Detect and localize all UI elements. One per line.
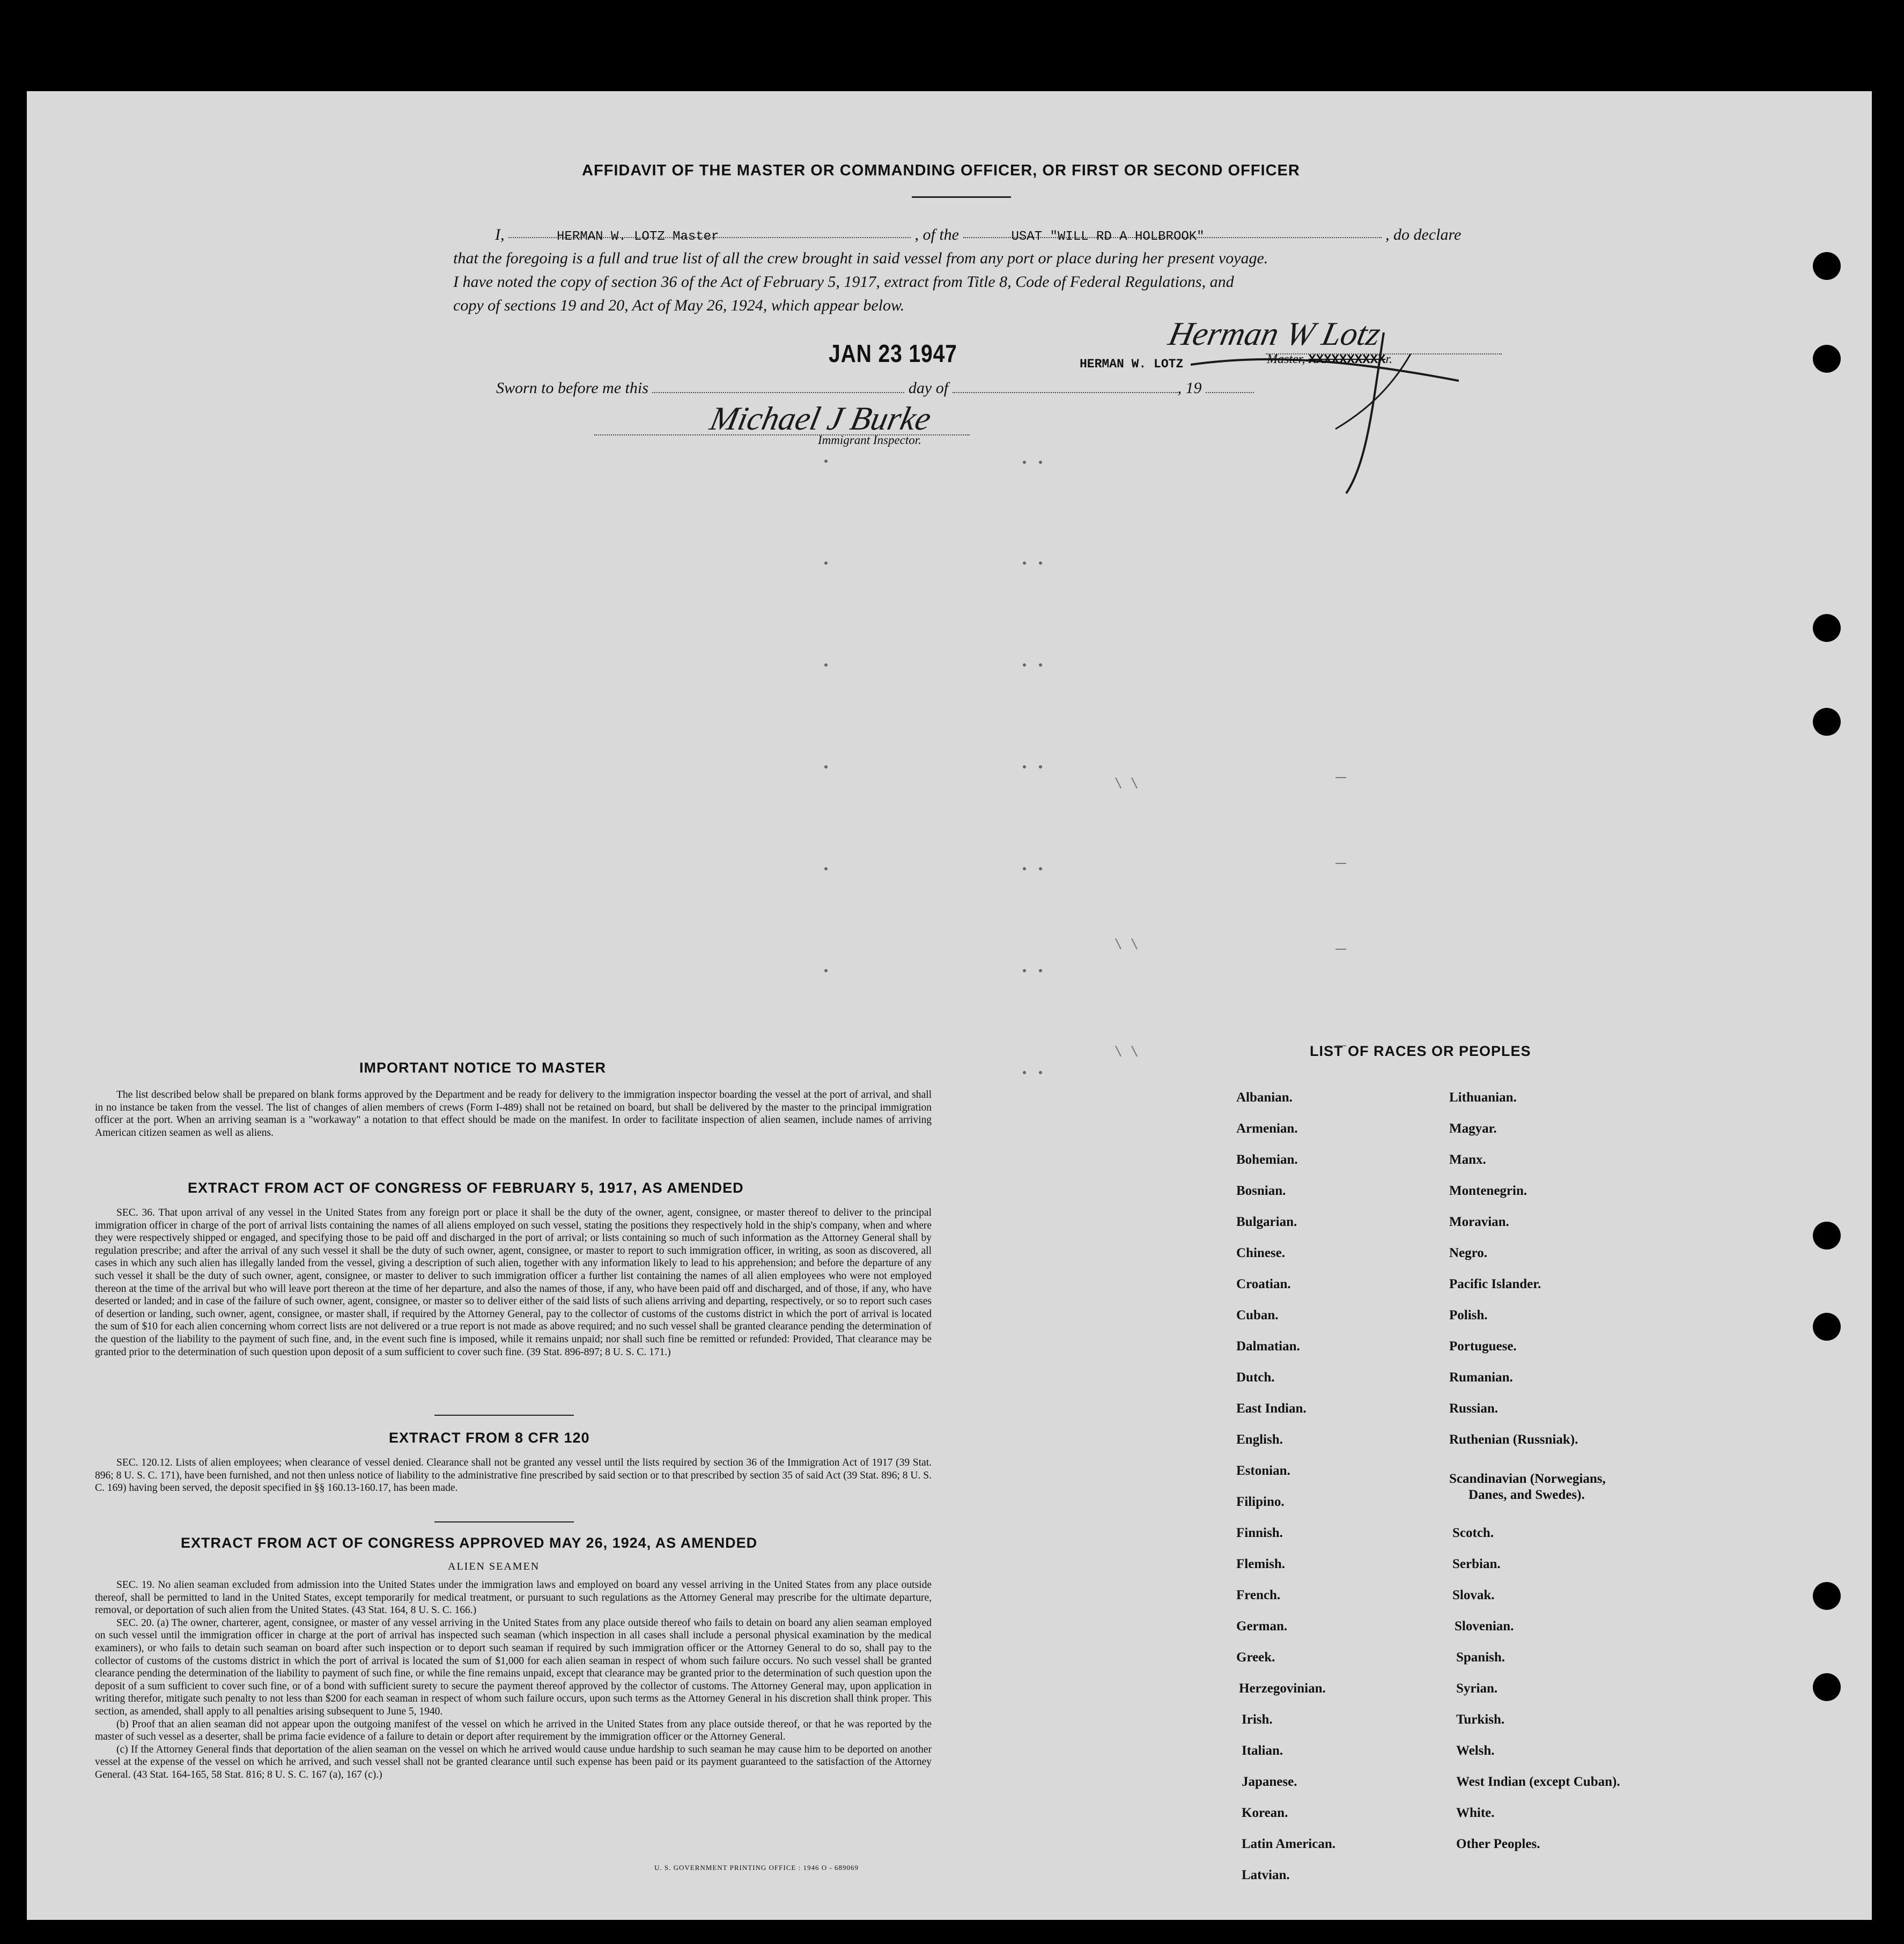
race-item: Polish.: [1449, 1308, 1488, 1322]
declaration-line-3: I have noted the copy of section 36 of the Act of February 5, 1917, extract from Title 8, Code of Federal Regulations, and: [453, 273, 1234, 291]
of-the-label: , of the: [914, 226, 959, 243]
extract-1917-title: EXTRACT FROM ACT OF CONGRESS OF FEBRUARY 5, 1917, AS AMENDED: [188, 1180, 744, 1196]
divider-1: [434, 1415, 574, 1416]
struck-title: XXXXXXXXXX: [1308, 353, 1386, 367]
race-item: East Indian.: [1236, 1401, 1307, 1416]
race-item: Montenegrin.: [1449, 1184, 1527, 1198]
year-label: , 19: [1177, 379, 1202, 397]
inspector-label: Immigrant Inspector.: [818, 433, 921, 447]
bleed-through-marks: [805, 456, 1394, 1689]
race-item: Chinese.: [1236, 1246, 1285, 1260]
race-item: Magyar.: [1449, 1121, 1497, 1136]
extract-cfr-text: SEC. 120.12. Lists of alien employees; when clearance of vessel denied. Clearance shall not be granted any vessel until the lists required by section 36 of the Immigration Act of 1917 (39 Stat. 896; 8 U. S. C. 171), have been furnished, and not then unless notice of liability to the administrative fine prescribed by said section or to that prescribed by section 35 of said Act (39 Stat. 896; 8 U. S. C. 169) having been served, the deposit specified in §§ 160.13-160.17, has been made.: [95, 1457, 932, 1494]
race-item: Irish.: [1242, 1712, 1273, 1727]
notice-title: IMPORTANT NOTICE TO MASTER: [359, 1060, 606, 1076]
race-item: Latvian.: [1242, 1868, 1290, 1882]
date-stamp: JAN 23 1947: [829, 339, 957, 367]
master-signature: Herman W Lotz: [1165, 316, 1384, 352]
punch-hole: [1813, 1222, 1841, 1250]
race-item: Moravian.: [1449, 1215, 1509, 1229]
race-item: Estonian.: [1236, 1463, 1290, 1478]
punch-hole: [1813, 1582, 1841, 1610]
title-suffix: r.: [1385, 352, 1393, 366]
printer-imprint: U. S. GOVERNMENT PRINTING OFFICE : 1946 O - 689069: [654, 1864, 859, 1872]
affidavit-title: AFFIDAVIT OF THE MASTER OR COMMANDING OFFICER, OR FIRST OR SECOND OFFICER: [582, 162, 1300, 179]
sworn-day-field: [652, 379, 904, 393]
sec-20b-text: (b) Proof that an alien seaman did not appear upon the outgoing manifest of the vessel on which he arrived in the United States from any place outside thereof, or that he was reported by the master of such vessel as a deserter, shall be prima facie evidence of a failure to detain or deport after requirement by the immigration officer or the Attorney General.: [95, 1718, 932, 1743]
race-item: Danes, and Swedes).: [1468, 1488, 1585, 1502]
i-label: I,: [495, 226, 505, 243]
race-item: Rumanian.: [1449, 1370, 1513, 1385]
race-item: Filipino.: [1236, 1495, 1285, 1509]
race-item: German.: [1236, 1619, 1288, 1633]
punch-hole: [1813, 1673, 1841, 1701]
race-item: West Indian (except Cuban).: [1456, 1775, 1620, 1789]
sec-19-text: SEC. 19. No alien seaman excluded from admission into the United States under the immigration laws and employed on board any vessel arriving in the United States from any place outside thereof, shall be permitted to land in the United States, except temporarily for medical treatment, or pursuant to such regulations as the Attorney General may prescribe for the ultimate departure, removal, or deportation of such alien from the United States. (43 Stat. 164, 8 U. S. C. 166.): [95, 1579, 932, 1616]
race-item: Dutch.: [1236, 1370, 1275, 1385]
document-page: [27, 91, 1872, 1920]
race-item: Albanian.: [1236, 1090, 1293, 1105]
race-item: Croatian.: [1236, 1277, 1291, 1291]
race-item: Serbian.: [1452, 1557, 1501, 1571]
race-item: Pacific Islander.: [1449, 1277, 1541, 1291]
race-item: Italian.: [1242, 1743, 1283, 1758]
race-item: Finnish.: [1236, 1526, 1283, 1540]
punch-hole: [1813, 1313, 1841, 1341]
punch-hole: [1813, 252, 1841, 280]
races-title: LIST OF RACES OR PEOPLES: [1310, 1043, 1531, 1059]
race-item: Bohemian.: [1236, 1152, 1298, 1167]
declaration-line-2: that the foregoing is a full and true list of all the crew brought in said vessel from any port or place during her present voyage.: [453, 249, 1268, 267]
race-item: Korean.: [1242, 1806, 1288, 1820]
officer-title-line: [1267, 348, 1392, 372]
extract-1924-title: EXTRACT FROM ACT OF CONGRESS APPROVED MAY 26, 1924, AS AMENDED: [181, 1535, 758, 1551]
race-item: Portuguese.: [1449, 1339, 1517, 1354]
sworn-month-field: [953, 379, 1178, 393]
notice-text: The list described below shall be prepared on blank forms approved by the Department and be ready for delivery to the immigration inspector boarding the vessel at the port of arrival, and shall in no instance be taken from the vessel. The list of changes of alien members of crews (Form I-489) shall not be retained on board, but shall be delivered by the master to the principal immigration officer at the port. When an arriving seaman is a "workaway" a notation to that effect should be made on the manifest. In order to facilitate inspection of alien seamen, include names of arriving American citizen seamen as well as aliens.: [95, 1089, 932, 1139]
race-item: Slovenian.: [1455, 1619, 1514, 1633]
race-item: Lithuanian.: [1449, 1090, 1517, 1105]
race-item: French.: [1236, 1588, 1281, 1602]
race-item: Cuban.: [1236, 1308, 1279, 1322]
race-item: Spanish.: [1456, 1650, 1506, 1665]
typed-master-name: HERMAN W. LOTZ: [1080, 357, 1184, 371]
race-item: Welsh.: [1456, 1743, 1495, 1758]
race-item: Dalmatian.: [1236, 1339, 1300, 1354]
race-item: Latin American.: [1242, 1837, 1335, 1851]
sworn-label: Sworn to before me this: [496, 379, 648, 397]
race-item: White.: [1456, 1806, 1495, 1820]
race-item: Other Peoples.: [1456, 1837, 1540, 1851]
race-item: Scotch.: [1452, 1526, 1494, 1540]
declaration-line-1: [495, 223, 1503, 247]
race-item: Negro.: [1449, 1246, 1488, 1260]
title-divider: [912, 196, 1011, 198]
divider-2: [434, 1521, 574, 1522]
race-item: Bosnian.: [1236, 1184, 1286, 1198]
alien-seamen-subtitle: ALIEN SEAMEN: [448, 1561, 540, 1572]
master-label: Master,: [1267, 352, 1305, 366]
sworn-year-field: [1206, 379, 1254, 393]
inspector-signature: Michael J Burke: [706, 401, 935, 437]
race-item: Scandinavian (Norwegians,: [1449, 1472, 1606, 1486]
sec-20a-text: SEC. 20. (a) The owner, charterer, agent, consignee, or master of any vessel arriving in the United States from any place outside thereof who fails to detain on board any alien seaman employed on such vessel until the immigration officer in charge at the port of arrival has inspected such seaman (which inspection in all cases shall include a personal physical examination by the medical examiners), or who fails to detain such seaman on board after such inspection or to deport such seaman if required by such immigration officer or the Attorney General to do so, shall pay to the collector of customs of the customs district in which the port of arrival is located the sum of $1,000 for each alien seaman in respect of whom such failure occurs. No such vessel shall be granted clearance pending the determination of the liability to payment of such fine, or while the fine remains unpaid, except that clearance may be granted prior to the determination of such question upon the deposit of a sum sufficient to cover such fine, or of a bond with sufficient surety to secure the payment thereof approved by the collector of customs. The Attorney General may, upon application in writing therefor, mitigate such penalty to not less than $200 for each seaman in respect of whom such failure occurs, upon such terms as the Attorney General in his discretion shall think proper. This section, as amended, shall apply to all penalties arising subsequent to June 5, 1940.: [95, 1617, 932, 1717]
race-item: Russian.: [1449, 1401, 1499, 1416]
race-item: Syrian.: [1456, 1681, 1498, 1696]
race-item: Japanese.: [1242, 1775, 1297, 1789]
sworn-line: [496, 376, 1254, 400]
extract-1917-text: SEC. 36. That upon arrival of any vessel in the United States from any foreign port or place it shall be the duty of the owner, agent, consignee, or master thereof to deliver to the principal immigration officer in charge of the port of arrival lists containing the names of all aliens employed on such vessel, stating the positions they respectively hold in the ship's company, when and where they were respectively shipped or engaged, and specifying those to be paid off and discharged in the port of arrival; or lists containing so much of such information as the Attorney General shall by regulation prescribe; and after the arrival of any such vessel it shall be the duty of such owner, agent, consignee, or master to report to such immigration officer, in writing, as soon as discovered, all cases in which any such alien has illegally landed from the vessel, giving a description of such alien, together with any information likely to lead to his apprehension; and before the departure of any such vessel it shall be the duty of such owner, agent, consignee, or master to deliver to such immigration officer a further list containing the names of all alien employees who were not employed thereon at the time of the arrival but who will leave port thereon at the time of her departure, and also the names of those, if any, who have been paid off and discharged, and of those, if any, who have deserted or landed; and in case of the failure of such owner, agent, consignee, or master so to deliver either of the said lists of such aliens arriving and departing, respectively, or so to report such cases of desertion or landing, such owner, agent, consignee, or master shall, if required by the Attorney General, pay to the collector of customs of the customs district in which the port of arrival is located the sum of $10 for each alien concerning whom correct lists are not delivered or a true report is not made as above required; and no such vessel shall be granted clearance pending the determination of the question of the liability to the payment of such fine, and, in the event such fine is imposed, while it remains unpaid; nor shall such fine be remitted or refunded: Provided, That clearance may be granted prior to the determination of such question upon deposit of a sum sufficient to cover such fine. (39 Stat. 896-897; 8 U. S. C. 171.): [95, 1207, 932, 1358]
declaration-line-4: copy of sections 19 and 20, Act of May 26, 1924, which appear below.: [453, 297, 905, 314]
race-item: English.: [1236, 1432, 1283, 1447]
punch-hole: [1813, 345, 1841, 373]
race-item: Greek.: [1236, 1650, 1275, 1665]
race-item: Armenian.: [1236, 1121, 1298, 1136]
punch-hole: [1813, 708, 1841, 736]
race-item: Manx.: [1449, 1152, 1486, 1167]
punch-hole: [1813, 614, 1841, 642]
race-item: Herzegovinian.: [1239, 1681, 1326, 1696]
race-item: Slovak.: [1452, 1588, 1495, 1602]
vessel-name-field: USAT "WILL RD A HOLBROOK": [963, 225, 1382, 238]
race-item: Bulgarian.: [1236, 1215, 1297, 1229]
race-item: Turkish.: [1456, 1712, 1505, 1727]
race-item: Ruthenian (Russniak).: [1449, 1432, 1578, 1447]
day-of-label: day of: [908, 379, 949, 397]
sec-20c-text: (c) If the Attorney General finds that deportation of the alien seaman on the vessel on which he arrived would cause undue hardship to such seaman he may cause him to be deported on another vessel at the expense of the vessel on which he arrived, and such vessel shall not be granted clearance until such expense has been paid or its payment guaranteed to the satisfaction of the Attorney General. (43 Stat. 164-165, 58 Stat. 816; 8 U. S. C. 167 (a), 167 (c).): [95, 1743, 932, 1780]
do-declare-label: , do declare: [1385, 226, 1462, 243]
master-name-field: HERMAN W. LOTZ Master: [508, 225, 911, 238]
race-item: Flemish.: [1236, 1557, 1285, 1571]
extract-cfr-title: EXTRACT FROM 8 CFR 120: [389, 1430, 590, 1446]
